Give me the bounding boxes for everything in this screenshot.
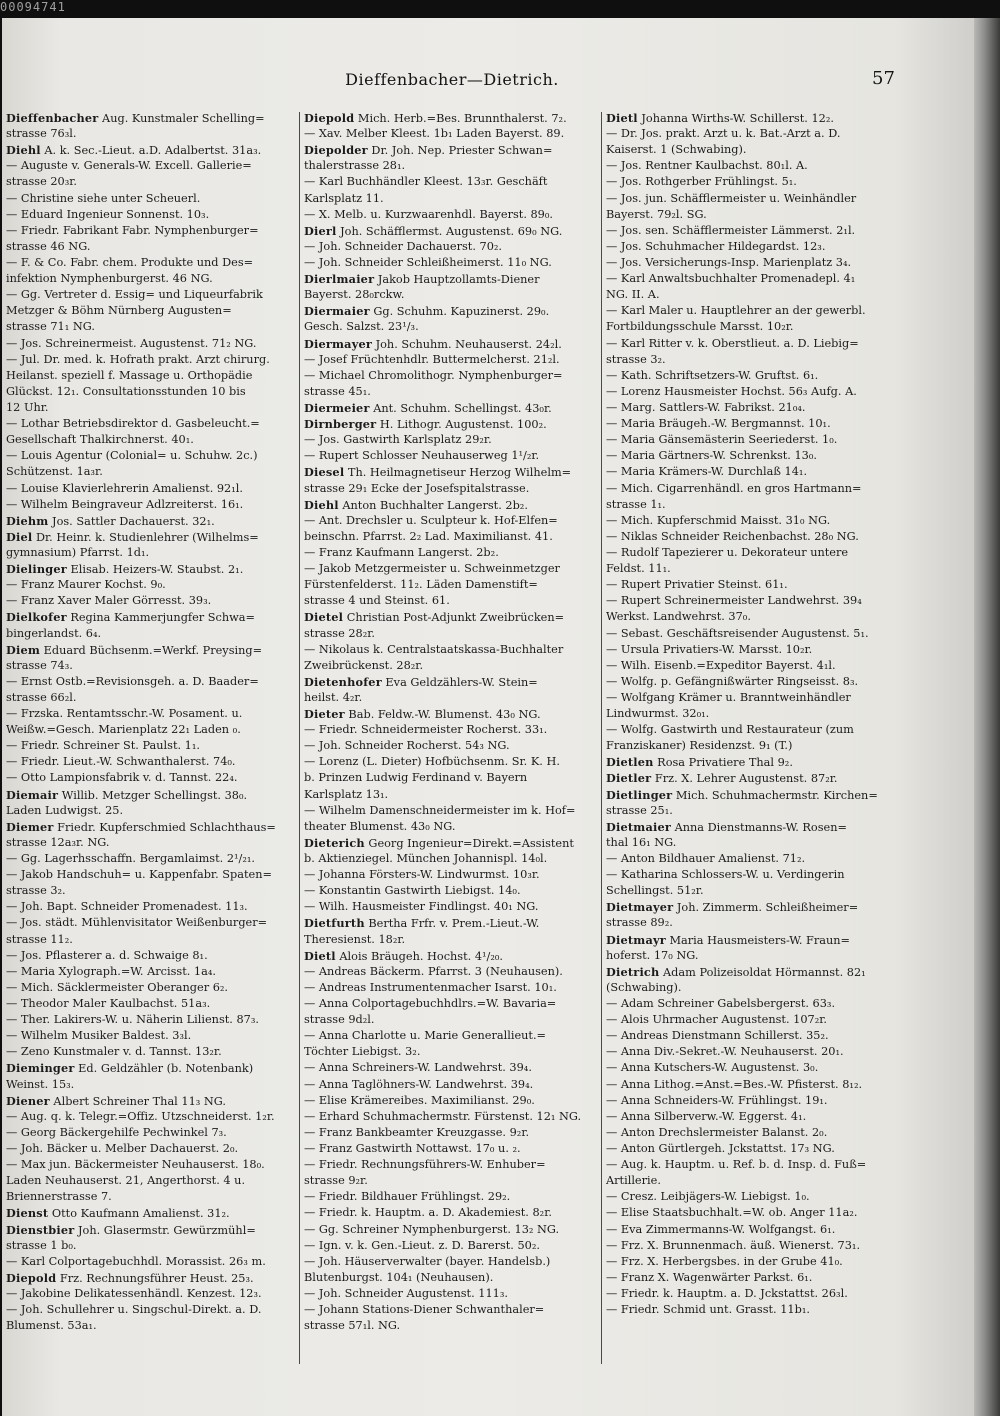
directory-line: — Kath. Schriftsetzers-W. Gruftst. 6₁. bbox=[606, 368, 819, 382]
directory-line: strasse 4 und Steinst. 61. bbox=[304, 594, 450, 608]
directory-line: — Jos. städt. Mühlenvisitator Weißenburger= bbox=[6, 916, 268, 930]
directory-line: Weißw.=Gesch. Marienplatz 22₁ Laden ₀. bbox=[6, 723, 241, 737]
directory-line: strasse 3₂. bbox=[6, 884, 66, 898]
directory-line: Artillerie. bbox=[606, 1174, 661, 1188]
directory-line: strasse 20₃r. bbox=[6, 175, 77, 189]
directory-line: Dietmaier Anna Dienstmanns-W. Rosen= bbox=[606, 819, 847, 834]
directory-line: — Friedr. Rechnungsführers-W. Enhuber= bbox=[304, 1158, 546, 1172]
directory-line: Dietrich Adam Polizeisoldat Hörmannst. 82₁ bbox=[606, 964, 866, 979]
directory-line: Diemair Willib. Metzger Schellingst. 38₀. bbox=[6, 787, 248, 802]
directory-line: NG. II. A. bbox=[606, 288, 660, 302]
directory-line: — Ther. Lakirers-W. u. Näherin Lilienst. 87₃. bbox=[6, 1013, 259, 1027]
directory-line: Dietler Frz. X. Lehrer Augustenst. 87₂r. bbox=[606, 771, 838, 786]
directory-line: — Franz Bankbeamter Kreuzgasse. 9₂r. bbox=[304, 1125, 530, 1139]
directory-line: — Franz X. Wagenwärter Parkst. 6₁. bbox=[606, 1270, 813, 1284]
directory-line: — Franz Gastwirth Nottawst. 17₀ u. ₂. bbox=[304, 1142, 521, 1155]
directory-line: strasse 12a₃r. NG. bbox=[6, 835, 110, 849]
directory-line: Laden Ludwigst. 25. bbox=[6, 803, 124, 817]
directory-line: — Maria Gänsemästerin Seeriederst. 1₀. bbox=[606, 433, 838, 447]
directory-line: Dienstbier Joh. Glasermstr. Gewürzmühl= bbox=[6, 1222, 256, 1237]
directory-line: — Jos. Schreinermeist. Augustenst. 71₂ NG. bbox=[6, 336, 257, 350]
directory-column-3 bbox=[606, 110, 892, 1318]
directory-line: gymnasium) Pfarrst. 1d₁. bbox=[6, 545, 150, 559]
directory-line: Schellingst. 51₂r. bbox=[606, 884, 704, 898]
directory-line: — Jos. Pflasterer a. d. Schwaige 8₁. bbox=[6, 948, 208, 962]
directory-line: — Maria Gärtners-W. Schrenkst. 13₀. bbox=[606, 449, 817, 463]
directory-line: — Anton Drechslermeister Balanst. 2₀. bbox=[606, 1125, 828, 1139]
directory-line: strasse 71₁ NG. bbox=[6, 320, 95, 334]
book-edge bbox=[974, 18, 1000, 1416]
directory-line: Gesch. Salzst. 23¹/₃. bbox=[304, 320, 419, 334]
directory-line: — X. Melb. u. Kurzwaarenhdl. Bayerst. 89₀. bbox=[304, 207, 553, 221]
directory-line: Diehm Jos. Sattler Dachauerst. 32₁. bbox=[6, 513, 215, 528]
directory-line: — Jos. jun. Schäfflermeister u. Weinhändler bbox=[606, 191, 857, 205]
directory-line: — Friedr. Schneidermeister Rocherst. 33₁. bbox=[304, 723, 548, 737]
directory-line: Karlsplatz 13₁. bbox=[304, 787, 389, 801]
directory-line: Feldst. 11₁. bbox=[606, 562, 671, 576]
directory-line: — Jos. Rentner Kaulbachst. 80₁l. A. bbox=[606, 159, 808, 173]
directory-line: — Eva Zimmermanns-W. Wolfgangst. 6₁. bbox=[606, 1222, 836, 1236]
directory-line: — Wilhelm Musiker Baldest. 3₃l. bbox=[6, 1029, 192, 1043]
directory-line: Dieffenbacher Aug. Kunstmaler Schelling= bbox=[6, 111, 265, 125]
directory-line: — Lorenz Hausmeister Hochst. 56₃ Aufg. A. bbox=[606, 384, 857, 398]
directory-line: — Anton Gürtlergeh. Jckstattst. 17₃ NG. bbox=[606, 1142, 835, 1155]
directory-line: — Gg. Schreiner Nymphenburgerst. 13₂ NG. bbox=[304, 1222, 560, 1236]
directory-line: — Anna Silberverw.-W. Eggerst. 4₁. bbox=[606, 1109, 807, 1123]
directory-line: — Joh. Schneider Augustenst. 111₃. bbox=[304, 1286, 508, 1300]
directory-line: b. Prinzen Ludwig Ferdinand v. Bayern bbox=[304, 771, 528, 785]
directory-line: heilst. 4₂r. bbox=[304, 690, 363, 704]
directory-line: Franziskaner) Residenzst. 9₁ (T.) bbox=[606, 739, 793, 753]
directory-line: — Karl Buchhändler Kleest. 13₃r. Geschäft bbox=[304, 175, 548, 189]
directory-line: — Jos. Versicherungs-Insp. Marienplatz 3₄. bbox=[606, 255, 852, 269]
directory-line: — Jakob Handschuh= u. Kappenfabr. Spaten= bbox=[6, 868, 272, 882]
column-divider bbox=[601, 112, 602, 1364]
directory-line: — Jul. Dr. med. k. Hofrath prakt. Arzt chirurg. bbox=[6, 352, 270, 366]
directory-line: strasse 11₂. bbox=[6, 932, 73, 946]
directory-line: — Rupert Schreinermeister Landwehrst. 39₄ bbox=[606, 594, 862, 608]
directory-line: Bayerst. 28₀rckw. bbox=[304, 288, 405, 302]
directory-line: — Elise Krämereibes. Maximilianst. 29₀. bbox=[304, 1093, 535, 1107]
directory-line: Briennerstrasse 7. bbox=[6, 1190, 112, 1204]
directory-line: Bayerst. 79₂l. SG. bbox=[606, 207, 707, 221]
directory-line: Dietmayr Maria Hausmeisters-W. Fraun= bbox=[606, 932, 851, 947]
directory-column-2 bbox=[304, 110, 590, 1334]
directory-line: strasse 3₂. bbox=[606, 352, 666, 366]
page-header-title: Dieffenbacher—Dietrich. bbox=[345, 70, 559, 89]
directory-line: — Wilh. Hausmeister Findlingst. 40₁ NG. bbox=[304, 900, 539, 914]
directory-line: — Friedr. Bildhauer Frühlingst. 29₂. bbox=[304, 1190, 511, 1204]
directory-line: Dietl Alois Bräugeh. Hochst. 4¹/₂₀. bbox=[304, 948, 503, 963]
directory-line: Diermeier Ant. Schuhm. Schellingst. 43₀r. bbox=[304, 400, 552, 415]
directory-line: strasse 57₁l. NG. bbox=[304, 1319, 401, 1333]
directory-line: — Franz Maurer Kochst. 9₀. bbox=[6, 578, 166, 592]
directory-line: Diehl Anton Buchhalter Langerst. 2b₂. bbox=[304, 497, 528, 512]
directory-line: — Adam Schreiner Gabelsbergerst. 63₃. bbox=[606, 997, 836, 1011]
directory-line: — Michael Chromolithogr. Nymphenburger= bbox=[304, 368, 563, 382]
directory-line: — Louise Klavierlehrerin Amalienst. 92₁l. bbox=[6, 481, 243, 495]
directory-line: Dierl Joh. Schäfflermst. Augustenst. 69₀ NG. bbox=[304, 223, 563, 238]
directory-line: — Ursula Privatiers-W. Marsst. 10₂r. bbox=[606, 642, 813, 656]
directory-line: hoferst. 17₀ NG. bbox=[606, 948, 699, 962]
directory-line: — Franz Kaufmann Langerst. 2b₂. bbox=[304, 545, 499, 559]
directory-line: — Joh. Schneider Dachauerst. 70₂. bbox=[304, 239, 503, 253]
directory-line: — Joh. Schneider Rocherst. 54₃ NG. bbox=[304, 739, 510, 753]
directory-line: strasse 29₁ Ecke der Josefspitalstrasse. bbox=[304, 481, 530, 495]
directory-line: — Rupert Schlosser Neuhauserweg 1¹/₂r. bbox=[304, 449, 540, 463]
directory-line: strasse 66₂l. bbox=[6, 690, 77, 704]
directory-line: — Christine siehe unter Scheuerl. bbox=[6, 191, 201, 205]
directory-line: — Friedr. Fabrikant Fabr. Nymphenburger= bbox=[6, 223, 259, 237]
directory-line: — Anna Schneiders-W. Frühlingst. 19₁. bbox=[606, 1093, 828, 1107]
directory-line: Fortbildungsschule Marsst. 10₂r. bbox=[606, 320, 794, 334]
directory-line: Diem Eduard Büchsenm.=Werkf. Preysing= bbox=[6, 642, 263, 657]
directory-line: infektion Nymphenburgerst. 46 NG. bbox=[6, 272, 213, 286]
directory-line: — Friedr. Schreiner St. Paulst. 1₁. bbox=[6, 739, 200, 753]
directory-line: — Nikolaus k. Centralstaatskassa-Buchhalter bbox=[304, 642, 564, 656]
directory-line: Blumenst. 53a₁. bbox=[6, 1319, 97, 1333]
directory-line: strasse 89₂. bbox=[606, 916, 673, 930]
directory-page bbox=[2, 18, 974, 1416]
directory-line: — Rupert Privatier Steinst. 61₁. bbox=[606, 578, 788, 592]
directory-line: Theresienst. 18₂r. bbox=[304, 932, 406, 946]
directory-line: strasse 28₂r. bbox=[304, 626, 375, 640]
directory-line: — Aug. k. Hauptm. u. Ref. b. d. Insp. d. Fuß= bbox=[606, 1158, 867, 1172]
directory-line: — Ernst Ostb.=Revisionsgeh. a. D. Baader= bbox=[6, 674, 259, 688]
directory-line: — Gg. Vertreter d. Essig= und Liqueurfabrik bbox=[6, 288, 263, 302]
directory-line: strasse 74₃. bbox=[6, 658, 73, 672]
directory-line: Kaiserst. 1 (Schwabing). bbox=[606, 143, 747, 157]
directory-line: — Anna Kutschers-W. Augustenst. 3₀. bbox=[606, 1061, 819, 1075]
directory-line: — Jos. sen. Schäfflermeister Lämmerst. 2₁l. bbox=[606, 223, 856, 237]
directory-line: Dielkofer Regina Kammerjungfer Schwa= bbox=[6, 610, 256, 625]
directory-line: — Wilhelm Damenschneidermeister im k. Hof= bbox=[304, 803, 576, 817]
directory-line: — Maria Xylograph.=W. Arcisst. 1a₄. bbox=[6, 964, 216, 978]
directory-line: — Anna Colportagebuchhdlrs.=W. Bavaria= bbox=[304, 997, 557, 1011]
directory-line: Dieterich Georg Ingenieur=Direkt.=Assistent bbox=[304, 835, 574, 850]
page-number: 57 bbox=[872, 68, 895, 89]
directory-line: Diesel Th. Heilmagnetiseur Herzog Wilhelm= bbox=[304, 465, 572, 480]
directory-line: strasse 76₃l. bbox=[6, 127, 77, 141]
directory-column-1 bbox=[6, 110, 292, 1334]
directory-line: — Frzska. Rentamtsschr.-W. Posament. u. bbox=[6, 707, 243, 721]
directory-line: — Katharina Schlossers-W. u. Verdingerin bbox=[606, 868, 845, 882]
directory-line: — Josef Früchtenhdlr. Buttermelcherst. 21₂l. bbox=[304, 352, 560, 366]
directory-line: — Louis Agentur (Colonial= u. Schuhw. 2c.) bbox=[6, 449, 258, 463]
directory-line: Dietenhofer Eva Geldzählers-W. Stein= bbox=[304, 674, 538, 689]
directory-line: — Cresz. Leibjägers-W. Liebigst. 1₀. bbox=[606, 1190, 810, 1204]
directory-line: (Schwabing). bbox=[606, 980, 682, 994]
directory-line: — Mich. Säcklermeister Oberanger 6₂. bbox=[6, 980, 229, 994]
directory-line: — Ant. Drechsler u. Sculpteur k. Hof-Elfen= bbox=[304, 513, 558, 527]
directory-line: — Theodor Maler Kaulbachst. 51a₃. bbox=[6, 997, 211, 1011]
directory-line: — Otto Lampionsfabrik v. d. Tannst. 22₄. bbox=[6, 771, 238, 785]
directory-line: — Anna Taglöhners-W. Landwehrst. 39₄. bbox=[304, 1077, 534, 1091]
directory-line: Diehl A. k. Sec.-Lieut. a.D. Adalbertst. 31a₃. bbox=[6, 143, 262, 158]
directory-line: — Wolfg. Gastwirth und Restaurateur (zum bbox=[606, 723, 854, 737]
directory-line: Dietlinger Mich. Schuhmachermstr. Kirchen= bbox=[606, 787, 878, 802]
directory-line: Diepolder Dr. Joh. Nep. Priester Schwan= bbox=[304, 143, 553, 158]
directory-line: Dienst Otto Kaufmann Amalienst. 31₂. bbox=[6, 1206, 230, 1221]
directory-line: — Lorenz (L. Dieter) Hofbüchsenm. Sr. K. H. bbox=[304, 755, 560, 769]
directory-line: strasse 45₁. bbox=[304, 384, 371, 398]
directory-line: — Joh. Häuserverwalter (bayer. Handelsb.) bbox=[304, 1254, 551, 1268]
directory-line: — Friedr. Lieut.-W. Schwanthalerst. 74₀. bbox=[6, 755, 236, 769]
directory-line: — Johanna Försters-W. Lindwurmst. 10₃r. bbox=[304, 868, 540, 882]
directory-line: Schützenst. 1a₃r. bbox=[6, 465, 103, 479]
directory-line: Blutenburgst. 104₁ (Neuhausen). bbox=[304, 1270, 494, 1284]
directory-line: Dietel Christian Post-Adjunkt Zweibrücken= bbox=[304, 610, 565, 625]
directory-line: strasse 1 b₀. bbox=[6, 1238, 77, 1252]
directory-line: beinschn. Pfarrst. 2₂ Lad. Maximilianst. 41. bbox=[304, 529, 553, 543]
directory-line: Diemer Friedr. Kupferschmied Schlachthaus= bbox=[6, 819, 276, 834]
directory-line: — Maria Bräugeh.-W. Bergmannst. 10₁. bbox=[606, 417, 831, 431]
directory-line: Dietfurth Bertha Frfr. v. Prem.-Lieut.-W. bbox=[304, 916, 540, 931]
directory-line: strasse 1₁. bbox=[606, 497, 666, 511]
directory-line: Dierlmaier Jakob Hauptzollamts-Diener bbox=[304, 272, 540, 287]
directory-line: — Joh. Bäcker u. Melber Dachauerst. 2₀. bbox=[6, 1142, 239, 1155]
directory-line: — Wilh. Eisenb.=Expeditor Bayerst. 4₁l. bbox=[606, 658, 836, 672]
directory-line: — Max jun. Bäckermeister Neuhauserst. 18₀. bbox=[6, 1158, 265, 1172]
directory-line: Diermaier Gg. Schuhm. Kapuzinerst. 29₀. bbox=[304, 304, 550, 319]
directory-line: Dieminger Ed. Geldzähler (b. Notenbank) bbox=[6, 1061, 254, 1076]
directory-line: — Gg. Lagerhsschaffn. Bergamlaimst. 2¹/₂₁. bbox=[6, 852, 256, 866]
directory-line: Laden Neuhauserst. 21, Angerthorst. 4 u. bbox=[6, 1174, 246, 1188]
directory-line: — Karl Anwaltsbuchhalter Promenadepl. 4₁ bbox=[606, 272, 856, 286]
directory-line: — Marg. Sattlers-W. Fabrikst. 21₀₄. bbox=[606, 400, 806, 414]
directory-line: — Karl Colportagebuchhdl. Morassist. 26₃ m. bbox=[6, 1254, 266, 1268]
column-divider bbox=[299, 112, 300, 1364]
directory-line: — Wolfg. p. Gefängnißwärter Ringseisst. 8₃. bbox=[606, 674, 859, 688]
directory-line: — Elise Staatsbuchhalt.=W. ob. Anger 11a₂. bbox=[606, 1206, 858, 1220]
directory-line: Lindwurmst. 32₀₁. bbox=[606, 707, 710, 721]
directory-line: — Franz Xaver Maler Görresst. 39₃. bbox=[6, 594, 212, 608]
directory-line: — Karl Ritter v. k. Oberstlieut. a. D. Liebig= bbox=[606, 336, 859, 350]
directory-line: Fürstenfelderst. 11₂. Läden Damenstift= bbox=[304, 578, 538, 592]
directory-line: — Xav. Melber Kleest. 1b₁ Laden Bayerst. 89. bbox=[304, 127, 565, 141]
directory-line: strasse 9₂r. bbox=[304, 1174, 368, 1188]
directory-line: thal 16₁ NG. bbox=[606, 835, 677, 849]
directory-line: — Erhard Schuhmachermstr. Fürstenst. 12₁ NG. bbox=[304, 1109, 582, 1123]
directory-line: Metzger & Böhm Nürnberg Augusten= bbox=[6, 304, 232, 318]
directory-line: Diel Dr. Heinr. k. Studienlehrer (Wilhelms= bbox=[6, 529, 259, 544]
directory-line: — Wilhelm Beingraveur Adlzreiterst. 16₁. bbox=[6, 497, 244, 511]
directory-line: b. Aktienziegel. München Johannispl. 14₀l. bbox=[304, 852, 548, 866]
directory-line: 12 Uhr. bbox=[6, 400, 49, 414]
directory-line: — Jos. Gastwirth Karlsplatz 29₂r. bbox=[304, 433, 492, 447]
directory-line: — Zeno Kunstmaler v. d. Tannst. 13₂r. bbox=[6, 1045, 222, 1059]
directory-line: — Friedr. k. Hauptm. a. D. Akademiest. 8₂r. bbox=[304, 1206, 552, 1220]
directory-line: — Joh. Bapt. Schneider Promenadest. 11₃. bbox=[6, 900, 248, 914]
directory-line: — Auguste v. Generals-W. Excell. Gallerie= bbox=[6, 159, 252, 173]
directory-line: Zweibrückenst. 28₂r. bbox=[304, 658, 424, 672]
directory-line: — F. & Co. Fabr. chem. Produkte und Des= bbox=[6, 255, 254, 269]
directory-line: Weinst. 15₃. bbox=[6, 1077, 75, 1091]
directory-line: — Friedr. k. Hauptm. a. D. Jckstattst. 26₃l. bbox=[606, 1286, 848, 1300]
directory-line: Heilanst. speziell f. Massage u. Orthopädie bbox=[6, 368, 253, 382]
directory-line: — Dr. Jos. prakt. Arzt u. k. Bat.-Arzt a. D. bbox=[606, 127, 841, 141]
directory-line: — Alois Uhrmacher Augustenst. 107₂r. bbox=[606, 1013, 827, 1027]
directory-line: — Anna Schreiners-W. Landwehrst. 39₄. bbox=[304, 1061, 532, 1075]
directory-line: — Sebast. Geschäftsreisender Augustenst. 5₁. bbox=[606, 626, 869, 640]
directory-line: bingerlandst. 6₄. bbox=[6, 626, 102, 640]
directory-line: Diermayer Joh. Schuhm. Neuhauserst. 24₂l. bbox=[304, 336, 562, 351]
directory-line: — Mich. Kupferschmid Maisst. 31₀ NG. bbox=[606, 513, 831, 527]
directory-line: Dietmayer Joh. Zimmerm. Schleißheimer= bbox=[606, 900, 859, 915]
directory-line: — Eduard Ingenieur Sonnenst. 10₃. bbox=[6, 207, 210, 221]
directory-line: Töchter Liebigst. 3₂. bbox=[304, 1045, 421, 1059]
directory-line: — Maria Krämers-W. Durchlaß 14₁. bbox=[606, 465, 808, 479]
directory-line: Glückst. 12₁. Consultationsstunden 10 bis bbox=[6, 384, 246, 398]
directory-line: — Konstantin Gastwirth Liebigst. 14₀. bbox=[304, 884, 521, 898]
directory-line: strasse 9d₂l. bbox=[304, 1013, 375, 1027]
directory-line: — Johann Stations-Diener Schwanthaler= bbox=[304, 1303, 545, 1317]
directory-line: Diepold Mich. Herb.=Bes. Brunnthalerst. 7₂. bbox=[304, 111, 567, 125]
directory-line: — Anna Lithog.=Anst.=Bes.-W. Pfisterst. 8₁₂. bbox=[606, 1077, 863, 1091]
directory-line: strasse 25₁. bbox=[606, 803, 673, 817]
directory-line: — Mich. Cigarrenhändl. en gros Hartmann= bbox=[606, 481, 862, 495]
directory-line: — Joh. Schullehrer u. Singschul-Direkt. a. D. bbox=[6, 1303, 262, 1317]
directory-line: Diener Albert Schreiner Thal 11₃ NG. bbox=[6, 1093, 226, 1108]
directory-line: — Frz. X. Brunnenmach. äuß. Wienerst. 73₁. bbox=[606, 1238, 861, 1252]
directory-line: — Lothar Betriebsdirektor d. Gasbeleucht.= bbox=[6, 417, 260, 431]
directory-line: — Anna Div.-Sekret.-W. Neuhauserst. 20₁. bbox=[606, 1045, 844, 1059]
directory-line: Dietl Johanna Wirths-W. Schillerst. 12₂. bbox=[606, 111, 834, 125]
directory-line: — Georg Bäckergehilfe Pechwinkel 7₃. bbox=[6, 1125, 227, 1139]
directory-line: Diepold Frz. Rechnungsführer Heust. 25₃. bbox=[6, 1270, 254, 1285]
directory-line: — Aug. q. k. Telegr.=Offiz. Utzschneiderst. 1₂r. bbox=[6, 1109, 275, 1123]
directory-line: — Ign. v. k. Gen.-Lieut. z. D. Barerst. 50₂. bbox=[304, 1238, 540, 1252]
directory-line: — Frz. X. Herbergsbes. in der Grube 41₀. bbox=[606, 1254, 843, 1268]
directory-line: Karlsplatz 11. bbox=[304, 191, 384, 205]
directory-line: — Jakobine Delikatessenhändl. Kenzest. 12₃. bbox=[6, 1286, 262, 1300]
directory-line: thalerstrasse 28₁. bbox=[304, 159, 406, 173]
directory-line: — Jakob Metzgermeister u. Schweinmetzger bbox=[304, 562, 560, 576]
directory-line: — Andreas Instrumentenmacher Isarst. 10₁. bbox=[304, 980, 557, 994]
directory-line: Werkst. Landwehrst. 37₀. bbox=[606, 610, 751, 624]
directory-line: Gesellschaft Thalkirchnerst. 40₁. bbox=[6, 433, 194, 447]
directory-line: — Anton Bildhauer Amalienst. 71₂. bbox=[606, 852, 806, 866]
directory-line: — Niklas Schneider Reichenbachst. 28₀ NG. bbox=[606, 529, 859, 543]
directory-line: strasse 46 NG. bbox=[6, 239, 91, 253]
directory-line: Dielinger Elisab. Heizers-W. Staubst. 2₁. bbox=[6, 562, 244, 577]
directory-line: — Andreas Bäckerm. Pfarrst. 3 (Neuhausen). bbox=[304, 964, 563, 978]
directory-line: — Friedr. Schmid unt. Grasst. 11b₁. bbox=[606, 1303, 810, 1317]
directory-line: — Wolfgang Krämer u. Branntweinhändler bbox=[606, 690, 851, 704]
directory-line: — Anna Charlotte u. Marie Generallieut.= bbox=[304, 1029, 547, 1043]
scan-id: 00094741 bbox=[0, 0, 66, 14]
directory-line: Dieter Bab. Feldw.-W. Blumenst. 43₀ NG. bbox=[304, 707, 541, 722]
directory-line: Dietlen Rosa Privatiere Thal 9₂. bbox=[606, 755, 793, 770]
directory-line: — Jos. Schuhmacher Hildegardst. 12₃. bbox=[606, 239, 826, 253]
directory-line: theater Blumenst. 43₀ NG. bbox=[304, 819, 456, 833]
directory-line: — Joh. Schneider Schleißheimerst. 11₀ NG. bbox=[304, 255, 552, 269]
directory-line: — Karl Maler u. Hauptlehrer an der gewerbl. bbox=[606, 304, 866, 318]
directory-line: — Rudolf Tapezierer u. Dekorateur untere bbox=[606, 545, 849, 559]
directory-line: Dirnberger H. Lithogr. Augustenst. 100₂. bbox=[304, 417, 547, 432]
directory-line: — Andreas Dienstmann Schillerst. 35₂. bbox=[606, 1029, 829, 1043]
directory-line: — Jos. Rothgerber Frühlingst. 5₁. bbox=[606, 175, 797, 189]
